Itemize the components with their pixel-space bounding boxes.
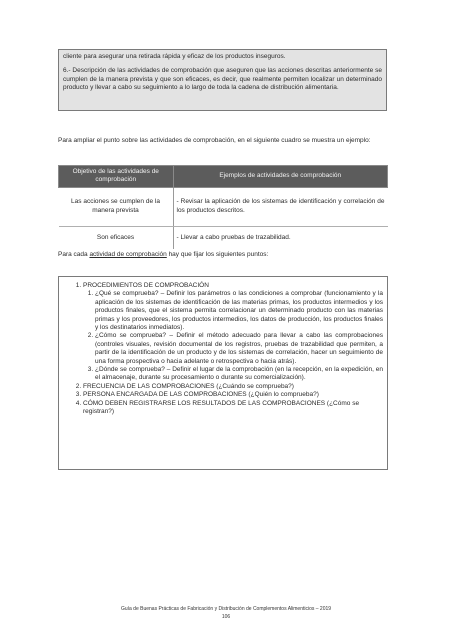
list-item-label: PERSONA ENCARGADA DE LAS COMPROBACIONES (¿Quién lo comprueba?)	[83, 391, 319, 399]
list-item	[83, 400, 383, 417]
points-list	[63, 282, 383, 417]
text: hay que fijar los siguientes puntos:	[166, 251, 269, 258]
list-item	[83, 391, 383, 399]
table-header-examples: Ejemplos de actividades de comprobación	[173, 166, 388, 188]
footer-title: Guía de Buenas Prácticas de Fabricación y Distribución de Complementos Alimenticios – 2019	[120, 606, 332, 612]
text: Para cada	[58, 251, 90, 258]
list-item	[83, 282, 383, 383]
table-row	[59, 226, 388, 249]
table-row	[59, 187, 388, 226]
points-box	[58, 276, 388, 470]
points-paragraph	[58, 251, 388, 259]
table-cell: Las acciones se cumplen de la manera prevista	[59, 187, 174, 226]
list-item-label: CÓMO DEBEN REGISTRARSE LOS RESULTADOS DE LAS COMPROBACIONES (¿Cómo se registran?)	[83, 399, 360, 416]
sub-list-item: 1. ¿Qué se comprueba? – Definir los parámetros o las condiciones a comprobar (funcionamiento y la aplicación de los sistemas de identificación de las materias primas, los productos intermedios y los productos finales, que el sistema permita correlacionar un determinado producto con las materias primas y los proveedores, los productos intermedios, los datos de producción, los productos finales y los destinatarios inmediatos).	[95, 290, 383, 332]
list-item	[83, 383, 383, 391]
list-item-label: FRECUENCIA DE LAS COMPROBACIONES (¿Cuándo se comprueba?)	[83, 382, 294, 390]
underlined-term: actividad de comprobación	[89, 251, 167, 258]
sub-list	[83, 290, 383, 382]
intro-paragraph: Para ampliar el punto sobre las actividades de comprobación, en el siguiente cuadro se muestra un ejemplo:	[58, 137, 371, 144]
table-header-objective: Objetivo de las actividades de comprobación	[59, 166, 174, 188]
box-line: cliente para asegurar una retirada rápida y eficaz de los productos inseguros.	[63, 53, 286, 60]
list-item-label: PROCEDIMIENTOS DE COMPROBACIÓN	[83, 282, 209, 289]
highlighted-text-box	[58, 49, 387, 111]
table-cell: Son eficaces	[59, 226, 174, 249]
box-paragraph-6: 6.- Descripción de las actividades de comprobación que aseguren que las acciones descritas anteriormente se cumplen de la manera prevista y que son eficaces, es decir, que realmente permiten localizar un determinado producto y llevar a cabo su seguimiento a lo largo de toda la cadena de distribución alimentaria.	[63, 67, 382, 92]
sub-list-item: 3. ¿Dónde se comprueba? – Definir el lugar de la comprobación (en la recepción, en la expedición, en el almacenaje, durante su procesamiento o durante su comercialización).	[95, 366, 383, 383]
table-cell: - Llevar a cabo pruebas de trazabilidad.	[176, 233, 291, 241]
example-table	[58, 165, 388, 249]
page-number: 106	[221, 614, 231, 620]
table-cell: - Revisar la aplicación de los sistemas de identificación y correlación de los productos descritos.	[173, 187, 388, 226]
sub-list-item: 2. ¿Cómo se comprueba? – Definir el método adecuado para llevar a cabo las comprobaciones (controles visuales, revisión documental de los registros, pruebas de trazabilidad que permiten, a partir de la identificación de un producto y de los sistemas de correlación, hacer un seguimiento de una forma prospectiva o hacia adelante o retrospectiva o hacia atrás).	[95, 332, 383, 366]
